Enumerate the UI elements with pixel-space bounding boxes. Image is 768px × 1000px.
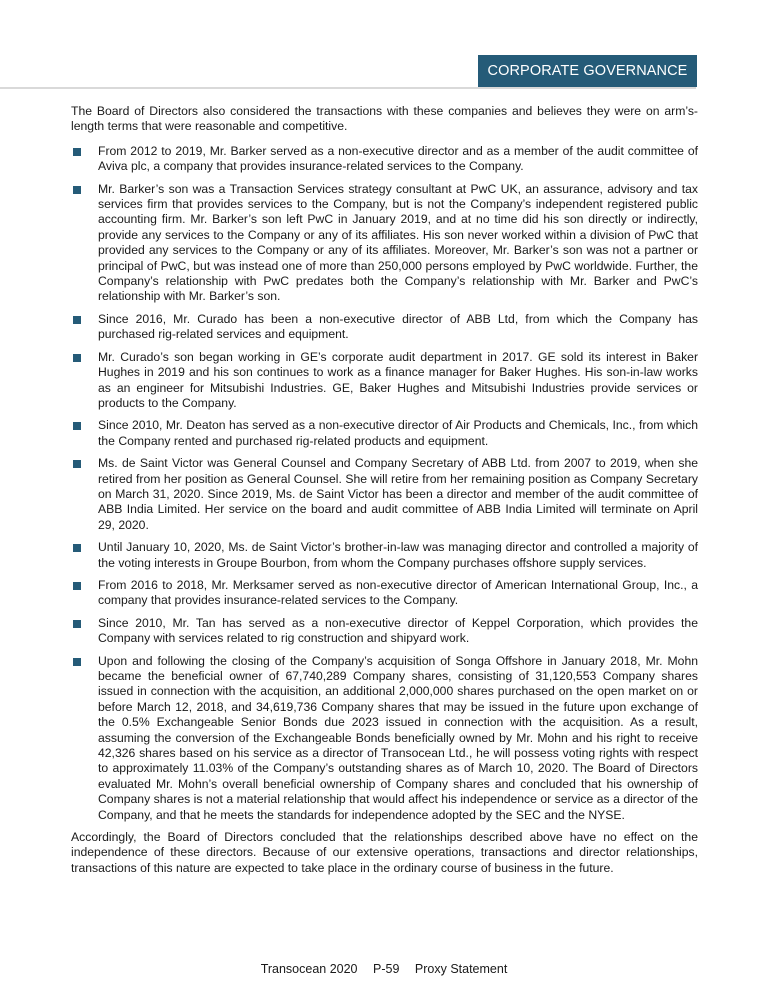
square-bullet-icon: [73, 354, 81, 362]
conclusion-paragraph: Accordingly, the Board of Directors concluded that the relationships described above have no effect on the independence of these directors. Because of our extensive operations, transactions and director relationships, transactions of this nature are expected to take place in the ordinary course of business in the future.: [71, 830, 698, 875]
list-item-text: Since 2016, Mr. Curado has been a non-executive director of ABB Ltd, from which the Company has purchased rig-related services and equipment.: [98, 311, 698, 342]
list-item: [98, 182, 698, 305]
header-rule: [0, 87, 696, 89]
list-item-text: From 2012 to 2019, Mr. Barker served as a non-executive director and as a member of the audit committee of Aviva plc, a company that provides insurance-related services to the Company.: [98, 143, 698, 174]
list-item-text: From 2016 to 2018, Mr. Merksamer served as non-executive director of American International Group, Inc., a company that provides insurance-related services to the Company.: [98, 577, 698, 608]
square-bullet-icon: [73, 658, 81, 666]
list-item: [98, 350, 698, 412]
square-bullet-icon: [73, 186, 81, 194]
list-item-text: Upon and following the closing of the Company’s acquisition of Songa Offshore in January 2018, Mr. Mohn became the beneficial owner of 67,740,289 Company shares, consisting of 31,120,553 Company shares issued in connection with the acquisition, an additional 2,000,000 shares purchased on the open market on or before March 12, 2018, and 34,619,736 Company shares that may be issued in the future upon exchange of the 0.5% Exchangeable Senior Bonds due 2023 issued in connection with the acquisition. As a result, assuming the conversion of the Exchangeable Bonds beneficially owned by Mr. Mohn and his right to receive 42,326 shares based on his service as a director of Transocean Ltd., he will possess voting rights with respect to approximately 11.03% of the Company’s outstanding shares as of March 10, 2020. The Board of Directors evaluated Mr. Mohn’s overall beneficial ownership of Company shares and concluded that his ownership of Company shares is not a material relationship that would affect his independence or service as a director of the Company, and that he meets the standards for independence adopted by the SEC and the NYSE.: [98, 653, 698, 822]
list-item: [98, 312, 698, 343]
list-item: [98, 540, 698, 571]
list-item-text: Since 2010, Mr. Tan has served as a non-executive director of Keppel Corporation, which provides the Company with services related to rig construction and shipyard work.: [98, 615, 698, 646]
page-body: [71, 104, 698, 885]
footer-page-number: P-59: [373, 962, 400, 976]
section-title: CORPORATE GOVERNANCE: [487, 63, 688, 79]
list-item: [98, 654, 698, 823]
intro-paragraph: The Board of Directors also considered the transactions with these companies and believes they were on arm’s-length terms that were reasonable and competitive.: [71, 104, 698, 134]
page-footer: [0, 962, 768, 976]
list-item: [98, 616, 698, 647]
footer-document-name: Proxy Statement: [414, 962, 508, 976]
list-item-text: Mr. Curado’s son began working in GE’s corporate audit department in 2017. GE sold its interest in Baker Hughes in 2019 and his son continues to work as a finance manager for Baker Hughes. His son-in-law works as an engineer for Mitsubishi Industries. GE, Baker Hughes and Mitsubishi Industries provide services or products to the Company.: [98, 349, 698, 410]
list-item: [98, 456, 698, 533]
list-item-text: Mr. Barker’s son was a Transaction Services strategy consultant at PwC UK, an assurance, advisory and tax services firm that provides services to the Company, but is not the Company’s independent registered public accounting firm. Mr. Barker’s son left PwC in January 2019, and at no time did his son directly or indirectly, provide any services to the Company or any of its affiliates. His son never worked within a division of PwC that provided any services to the Company or any of its affiliates. Moreover, Mr. Barker’s son was not a partner or principal of PwC, but was instead one of more than 250,000 persons employed by PwC worldwide. Further, the Company’s relationship with PwC predates both the Company’s relationship with Mr. Barker and PwC’s relationship with Mr. Barker’s son.: [98, 181, 698, 304]
list-item-text: Until January 10, 2020, Ms. de Saint Victor’s brother-in-law was managing director and controlled a majority of the voting interests in Groupe Bourbon, from whom the Company purchases offshore supply services.: [98, 540, 698, 570]
square-bullet-icon: [73, 316, 81, 324]
square-bullet-icon: [73, 148, 81, 156]
list-item: [98, 144, 698, 175]
list-item-text: Ms. de Saint Victor was General Counsel and Company Secretary of ABB Ltd. from 2007 to 2019, when she retired from her position as General Counsel. She will retire from her remaining position as Company Secretary on March 31, 2020. Since 2019, Ms. de Saint Victor has been a director and member of the audit committee of ABB India Limited. Her service on the board and audit committee of ABB India Limited will terminate on April 29, 2020.: [98, 456, 698, 532]
list-item-text: Since 2010, Mr. Deaton has served as a non-executive director of Air Products and Chemicals, Inc., from which the Company rented and purchased rig-related products and equipment.: [98, 418, 698, 448]
square-bullet-icon: [73, 620, 81, 628]
square-bullet-icon: [73, 422, 81, 430]
square-bullet-icon: [73, 460, 81, 468]
list-item: [98, 418, 698, 449]
footer-company-year: Transocean 2020: [260, 962, 358, 976]
list-item: [98, 578, 698, 609]
relationship-list: [71, 144, 698, 823]
section-header-tab: [478, 55, 697, 87]
square-bullet-icon: [73, 582, 81, 590]
square-bullet-icon: [73, 544, 81, 552]
